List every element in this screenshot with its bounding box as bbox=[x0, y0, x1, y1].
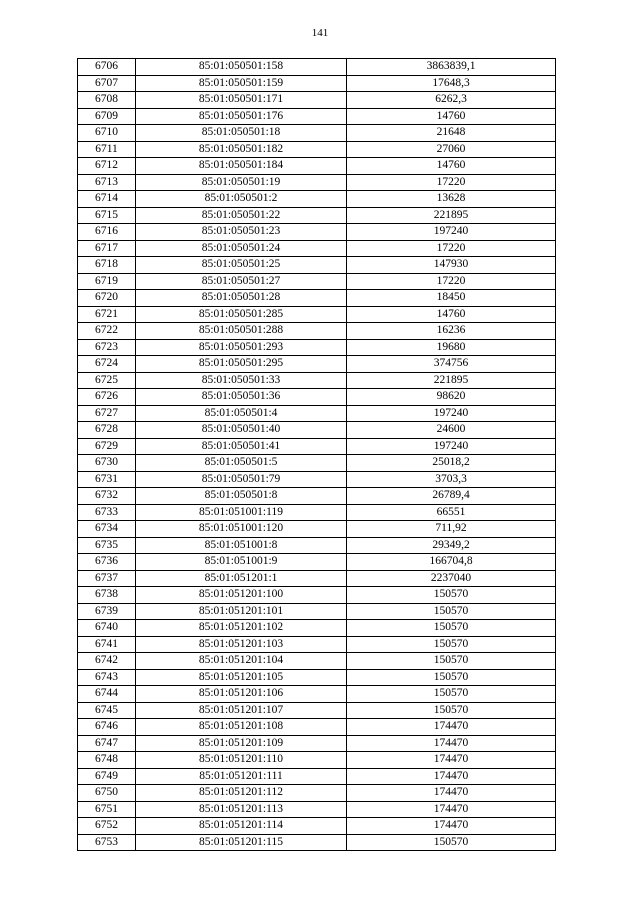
cadastral-number-cell: 85:01:050501:182 bbox=[136, 141, 347, 158]
table-row bbox=[78, 653, 556, 670]
table-row bbox=[78, 587, 556, 604]
value-cell: 6262,3 bbox=[347, 92, 556, 109]
value-cell: 711,92 bbox=[347, 521, 556, 538]
cadastral-number-cell: 85:01:050501:27 bbox=[136, 273, 347, 290]
row-number-cell: 6726 bbox=[78, 389, 136, 406]
table-row bbox=[78, 306, 556, 323]
value-cell: 25018,2 bbox=[347, 455, 556, 472]
row-number-cell: 6732 bbox=[78, 488, 136, 505]
row-number-cell: 6752 bbox=[78, 818, 136, 835]
table-row bbox=[78, 636, 556, 653]
row-number-cell: 6747 bbox=[78, 735, 136, 752]
row-number-cell: 6719 bbox=[78, 273, 136, 290]
value-cell: 21648 bbox=[347, 125, 556, 142]
table-row bbox=[78, 323, 556, 340]
cadastral-number-cell: 85:01:050501:176 bbox=[136, 108, 347, 125]
table-row bbox=[78, 59, 556, 76]
cadastral-number-cell: 85:01:051201:112 bbox=[136, 785, 347, 802]
cadastral-number-cell: 85:01:051201:1 bbox=[136, 570, 347, 587]
row-number-cell: 6714 bbox=[78, 191, 136, 208]
value-cell: 174470 bbox=[347, 785, 556, 802]
cadastral-number-cell: 85:01:051201:102 bbox=[136, 620, 347, 637]
row-number-cell: 6731 bbox=[78, 471, 136, 488]
row-number-cell: 6715 bbox=[78, 207, 136, 224]
value-cell: 19680 bbox=[347, 339, 556, 356]
table-row bbox=[78, 768, 556, 785]
cadastral-number-cell: 85:01:051201:101 bbox=[136, 603, 347, 620]
table-row bbox=[78, 785, 556, 802]
value-cell: 150570 bbox=[347, 587, 556, 604]
cadastral-number-cell: 85:01:050501:2 bbox=[136, 191, 347, 208]
page-number: 141 bbox=[311, 27, 329, 39]
table-row bbox=[78, 273, 556, 290]
table-row bbox=[78, 125, 556, 142]
table-row bbox=[78, 719, 556, 736]
value-cell: 197240 bbox=[347, 438, 556, 455]
value-cell: 150570 bbox=[347, 603, 556, 620]
value-cell: 150570 bbox=[347, 653, 556, 670]
cadastral-number-cell: 85:01:050501:18 bbox=[136, 125, 347, 142]
row-number-cell: 6722 bbox=[78, 323, 136, 340]
cadastral-number-cell: 85:01:050501:79 bbox=[136, 471, 347, 488]
row-number-cell: 6730 bbox=[78, 455, 136, 472]
row-number-cell: 6740 bbox=[78, 620, 136, 637]
cadastral-number-cell: 85:01:051201:114 bbox=[136, 818, 347, 835]
row-number-cell: 6717 bbox=[78, 240, 136, 257]
cadastral-number-cell: 85:01:051201:105 bbox=[136, 669, 347, 686]
value-cell: 174470 bbox=[347, 752, 556, 769]
cadastral-number-cell: 85:01:050501:295 bbox=[136, 356, 347, 373]
cadastral-number-cell: 85:01:050501:28 bbox=[136, 290, 347, 307]
cadastral-number-cell: 85:01:051001:8 bbox=[136, 537, 347, 554]
row-number-cell: 6725 bbox=[78, 372, 136, 389]
table-row bbox=[78, 537, 556, 554]
row-number-cell: 6707 bbox=[78, 75, 136, 92]
row-number-cell: 6751 bbox=[78, 801, 136, 818]
cadastral-number-cell: 85:01:051201:104 bbox=[136, 653, 347, 670]
cadastral-number-cell: 85:01:051201:107 bbox=[136, 702, 347, 719]
cadastral-number-cell: 85:01:051201:100 bbox=[136, 587, 347, 604]
row-number-cell: 6736 bbox=[78, 554, 136, 571]
row-number-cell: 6735 bbox=[78, 537, 136, 554]
value-cell: 150570 bbox=[347, 686, 556, 703]
table-row bbox=[78, 75, 556, 92]
cadastral-number-cell: 85:01:050501:158 bbox=[136, 59, 347, 76]
cadastral-number-cell: 85:01:050501:41 bbox=[136, 438, 347, 455]
cadastral-number-cell: 85:01:050501:8 bbox=[136, 488, 347, 505]
table-row bbox=[78, 504, 556, 521]
row-number-cell: 6750 bbox=[78, 785, 136, 802]
cadastral-number-cell: 85:01:051201:111 bbox=[136, 768, 347, 785]
value-cell: 174470 bbox=[347, 801, 556, 818]
row-number-cell: 6710 bbox=[78, 125, 136, 142]
value-cell: 17220 bbox=[347, 174, 556, 191]
row-number-cell: 6745 bbox=[78, 702, 136, 719]
cadastral-number-cell: 85:01:050501:36 bbox=[136, 389, 347, 406]
value-cell: 150570 bbox=[347, 669, 556, 686]
row-number-cell: 6746 bbox=[78, 719, 136, 736]
cadastral-number-cell: 85:01:050501:19 bbox=[136, 174, 347, 191]
cadastral-number-cell: 85:01:050501:33 bbox=[136, 372, 347, 389]
row-number-cell: 6712 bbox=[78, 158, 136, 175]
cadastral-number-cell: 85:01:050501:171 bbox=[136, 92, 347, 109]
table-row bbox=[78, 158, 556, 175]
table-row bbox=[78, 818, 556, 835]
table-row bbox=[78, 669, 556, 686]
value-cell: 166704,8 bbox=[347, 554, 556, 571]
value-cell: 221895 bbox=[347, 207, 556, 224]
table-row bbox=[78, 191, 556, 208]
value-cell: 147930 bbox=[347, 257, 556, 274]
cadastral-number-cell: 85:01:051001:119 bbox=[136, 504, 347, 521]
table-row bbox=[78, 141, 556, 158]
row-number-cell: 6711 bbox=[78, 141, 136, 158]
table-row bbox=[78, 389, 556, 406]
value-cell: 174470 bbox=[347, 735, 556, 752]
value-cell: 150570 bbox=[347, 702, 556, 719]
value-cell: 150570 bbox=[347, 620, 556, 637]
table-row bbox=[78, 570, 556, 587]
value-cell: 16236 bbox=[347, 323, 556, 340]
row-number-cell: 6738 bbox=[78, 587, 136, 604]
table-row bbox=[78, 422, 556, 439]
cadastral-value-table bbox=[77, 58, 556, 851]
row-number-cell: 6708 bbox=[78, 92, 136, 109]
cadastral-number-cell: 85:01:050501:288 bbox=[136, 323, 347, 340]
value-cell: 150570 bbox=[347, 834, 556, 851]
row-number-cell: 6724 bbox=[78, 356, 136, 373]
row-number-cell: 6743 bbox=[78, 669, 136, 686]
value-cell: 17220 bbox=[347, 273, 556, 290]
table-row bbox=[78, 356, 556, 373]
value-cell: 98620 bbox=[347, 389, 556, 406]
table-row bbox=[78, 801, 556, 818]
table-row bbox=[78, 834, 556, 851]
value-cell: 14760 bbox=[347, 306, 556, 323]
table-row bbox=[78, 488, 556, 505]
cadastral-number-cell: 85:01:051001:120 bbox=[136, 521, 347, 538]
cadastral-number-cell: 85:01:050501:293 bbox=[136, 339, 347, 356]
row-number-cell: 6744 bbox=[78, 686, 136, 703]
value-cell: 17648,3 bbox=[347, 75, 556, 92]
table-row bbox=[78, 620, 556, 637]
value-cell: 197240 bbox=[347, 224, 556, 241]
cadastral-number-cell: 85:01:050501:4 bbox=[136, 405, 347, 422]
value-cell: 13628 bbox=[347, 191, 556, 208]
table-row bbox=[78, 372, 556, 389]
row-number-cell: 6749 bbox=[78, 768, 136, 785]
value-cell: 66551 bbox=[347, 504, 556, 521]
cadastral-number-cell: 85:01:051201:109 bbox=[136, 735, 347, 752]
cadastral-number-cell: 85:01:050501:285 bbox=[136, 306, 347, 323]
cadastral-number-cell: 85:01:050501:24 bbox=[136, 240, 347, 257]
table-row bbox=[78, 471, 556, 488]
value-cell: 3863839,1 bbox=[347, 59, 556, 76]
table-row bbox=[78, 224, 556, 241]
value-cell: 27060 bbox=[347, 141, 556, 158]
value-cell: 174470 bbox=[347, 719, 556, 736]
value-cell: 174470 bbox=[347, 818, 556, 835]
table-row bbox=[78, 339, 556, 356]
row-number-cell: 6721 bbox=[78, 306, 136, 323]
row-number-cell: 6720 bbox=[78, 290, 136, 307]
cadastral-number-cell: 85:01:051201:108 bbox=[136, 719, 347, 736]
value-cell: 14760 bbox=[347, 108, 556, 125]
cadastral-number-cell: 85:01:050501:5 bbox=[136, 455, 347, 472]
cadastral-number-cell: 85:01:050501:184 bbox=[136, 158, 347, 175]
table-row bbox=[78, 405, 556, 422]
value-cell: 14760 bbox=[347, 158, 556, 175]
cadastral-number-cell: 85:01:051201:113 bbox=[136, 801, 347, 818]
cadastral-number-cell: 85:01:051201:106 bbox=[136, 686, 347, 703]
cadastral-number-cell: 85:01:051201:110 bbox=[136, 752, 347, 769]
cadastral-number-cell: 85:01:051201:115 bbox=[136, 834, 347, 851]
row-number-cell: 6727 bbox=[78, 405, 136, 422]
row-number-cell: 6718 bbox=[78, 257, 136, 274]
table-row bbox=[78, 438, 556, 455]
table-row bbox=[78, 603, 556, 620]
row-number-cell: 6706 bbox=[78, 59, 136, 76]
row-number-cell: 6753 bbox=[78, 834, 136, 851]
value-cell: 150570 bbox=[347, 636, 556, 653]
value-cell: 2237040 bbox=[347, 570, 556, 587]
row-number-cell: 6716 bbox=[78, 224, 136, 241]
cadastral-number-cell: 85:01:050501:23 bbox=[136, 224, 347, 241]
row-number-cell: 6728 bbox=[78, 422, 136, 439]
row-number-cell: 6748 bbox=[78, 752, 136, 769]
row-number-cell: 6709 bbox=[78, 108, 136, 125]
cadastral-number-cell: 85:01:050501:22 bbox=[136, 207, 347, 224]
row-number-cell: 6734 bbox=[78, 521, 136, 538]
cadastral-number-cell: 85:01:051001:9 bbox=[136, 554, 347, 571]
value-cell: 197240 bbox=[347, 405, 556, 422]
cadastral-number-cell: 85:01:051201:103 bbox=[136, 636, 347, 653]
value-cell: 174470 bbox=[347, 768, 556, 785]
row-number-cell: 6733 bbox=[78, 504, 136, 521]
row-number-cell: 6723 bbox=[78, 339, 136, 356]
table-row bbox=[78, 290, 556, 307]
row-number-cell: 6742 bbox=[78, 653, 136, 670]
table-row bbox=[78, 735, 556, 752]
table-row bbox=[78, 702, 556, 719]
table-row bbox=[78, 92, 556, 109]
row-number-cell: 6739 bbox=[78, 603, 136, 620]
value-cell: 29349,2 bbox=[347, 537, 556, 554]
row-number-cell: 6713 bbox=[78, 174, 136, 191]
table-row bbox=[78, 752, 556, 769]
value-cell: 374756 bbox=[347, 356, 556, 373]
row-number-cell: 6737 bbox=[78, 570, 136, 587]
row-number-cell: 6741 bbox=[78, 636, 136, 653]
table-row bbox=[78, 521, 556, 538]
table-row bbox=[78, 554, 556, 571]
cadastral-number-cell: 85:01:050501:40 bbox=[136, 422, 347, 439]
table-row bbox=[78, 686, 556, 703]
table-row bbox=[78, 455, 556, 472]
table-row bbox=[78, 108, 556, 125]
value-cell: 221895 bbox=[347, 372, 556, 389]
cadastral-number-cell: 85:01:050501:25 bbox=[136, 257, 347, 274]
table-row bbox=[78, 257, 556, 274]
row-number-cell: 6729 bbox=[78, 438, 136, 455]
table-row bbox=[78, 207, 556, 224]
table-row bbox=[78, 240, 556, 257]
table-body bbox=[78, 59, 556, 851]
value-cell: 17220 bbox=[347, 240, 556, 257]
value-cell: 3703,3 bbox=[347, 471, 556, 488]
value-cell: 18450 bbox=[347, 290, 556, 307]
cadastral-number-cell: 85:01:050501:159 bbox=[136, 75, 347, 92]
value-cell: 24600 bbox=[347, 422, 556, 439]
table-row bbox=[78, 174, 556, 191]
value-cell: 26789,4 bbox=[347, 488, 556, 505]
